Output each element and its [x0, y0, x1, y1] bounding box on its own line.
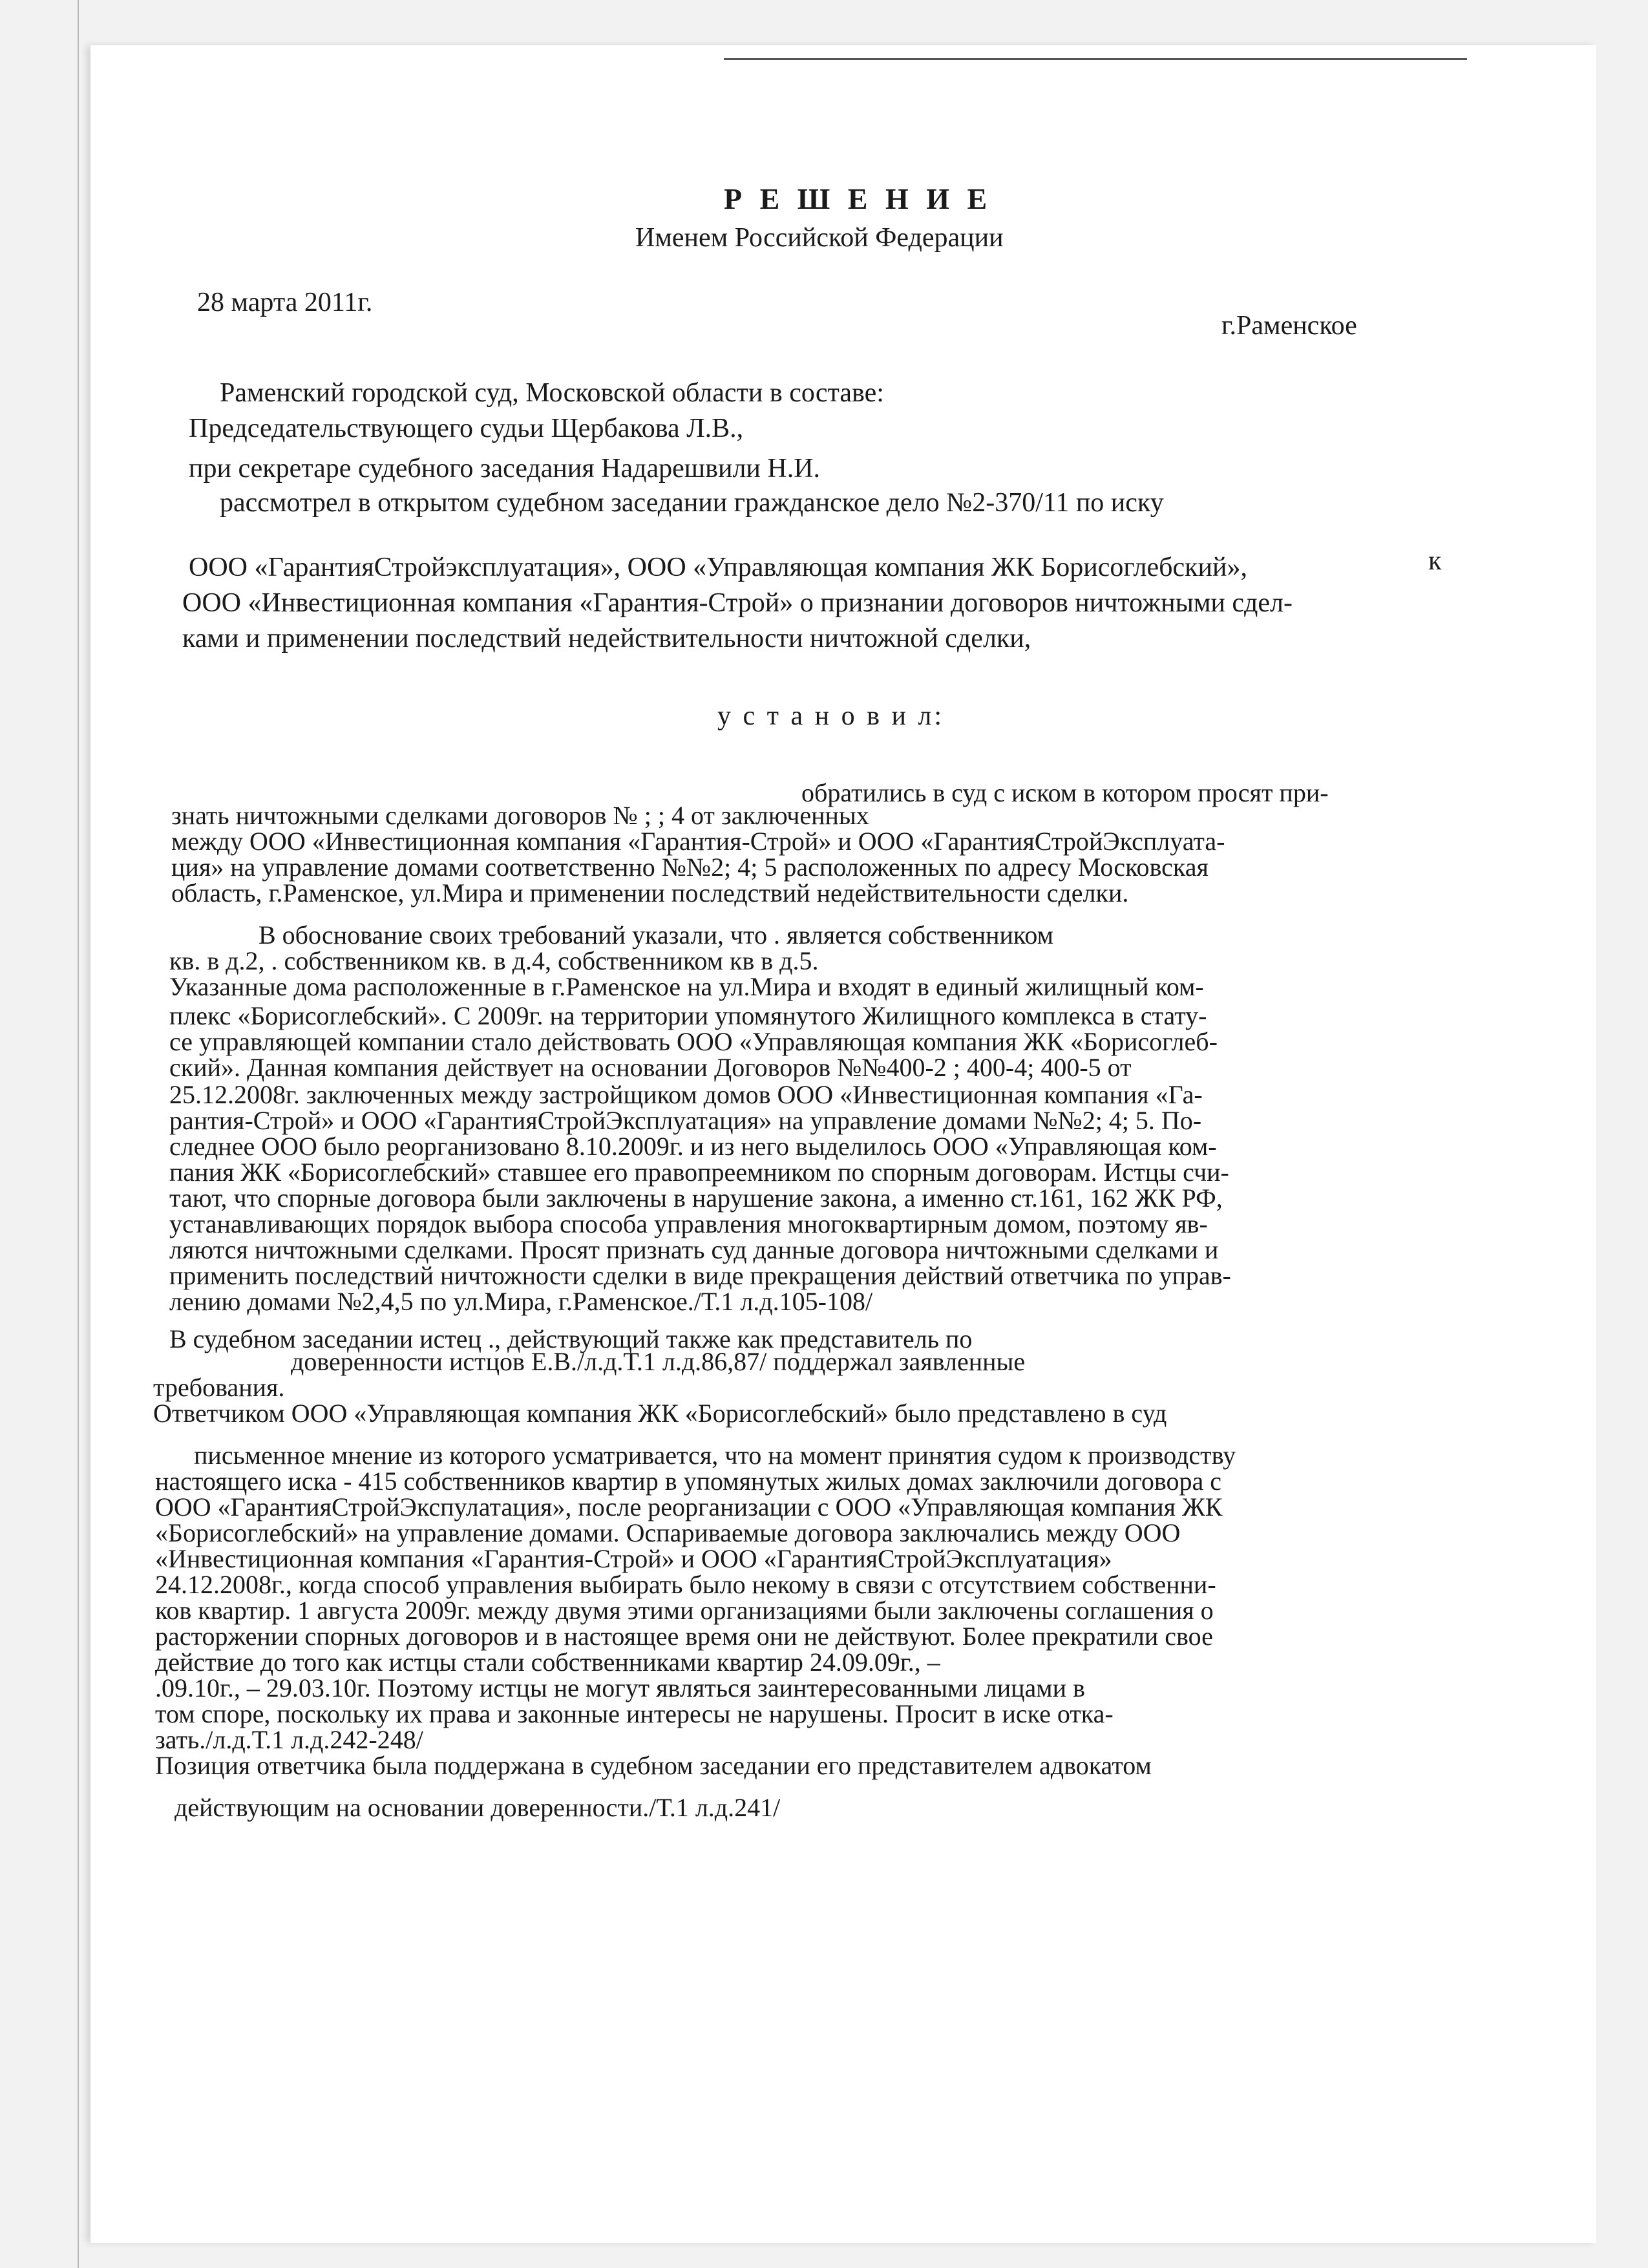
established-heading: у с т а н о в и л:: [717, 701, 945, 731]
body-line: доверенности истцов Е.В./л.д.Т.1 л.д.86,87/ поддержал заявленные: [291, 1347, 1026, 1376]
body-line: «Борисоглебский» на управление домами. Оспариваемые договора заключались между ООО: [155, 1518, 1181, 1547]
body-line: кв. в д.2, . собственником кв. в д.4, собственником кв в д.5.: [169, 946, 819, 975]
document-date: 28 марта 2011г.: [197, 288, 373, 317]
body-line: зать./л.д.Т.1 л.д.242-248/: [155, 1725, 423, 1754]
document-subtitle: Именем Российской Федерации: [635, 223, 1004, 253]
claim-line: ООО «Инвестиционная компания «Гарантия-Строй» о признании договоров ничтожными сдел-: [182, 588, 1293, 618]
body-line: том споре, поскольку их права и законные интересы не нарушены. Просит в иске отка-: [155, 1699, 1114, 1728]
court-line: рассмотрел в открытом судебном заседании гражданское дело №2-370/11 по иску: [220, 488, 1164, 518]
body-line: 24.12.2008г., когда способ управления выбирать было некому в связи с отсутствием собственни-: [155, 1570, 1216, 1599]
body-line: ляются ничтожными сделками. Просят признать суд данные договора ничтожными сделками и: [169, 1235, 1219, 1264]
body-line: следнее ООО было реорганизовано 8.10.2009г. и из него выделилось ООО «Управляющая ком-: [169, 1132, 1217, 1161]
body-line: Ответчиком ООО «Управляющая компания ЖК «Борисоглебский» было представлено в суд: [153, 1399, 1167, 1428]
body-line: настоящего иска - 415 собственников квартир в упомянутых жилых домах заключили договора с: [155, 1467, 1222, 1496]
body-line: 25.12.2008г. заключенных между застройщиком домов ООО «Инвестиционная компания «Га-: [169, 1080, 1203, 1109]
body-line: действующим на основании доверенности./Т.1 л.д.241/: [174, 1793, 781, 1822]
body-line: применить последствий ничтожности сделки в виде прекращения действий ответчика по управ-: [169, 1261, 1231, 1290]
body-line: тают, что спорные договора были заключены в нарушение закона, а именно ст.161, 162 ЖК РФ,: [169, 1183, 1223, 1213]
body-line: требования.: [153, 1373, 285, 1402]
claim-line: ками и применении последствий недействительности ничтожной сделки,: [182, 624, 1031, 653]
body-line: ООО «ГарантияСтройЭкспулатация», после реорганизации с ООО «Управляющая компания ЖК: [155, 1492, 1223, 1521]
body-line: В судебном заседании истец ., действующий также как представитель по: [169, 1324, 973, 1353]
claim-line: ООО «ГарантияСтройэксплуатация», ООО «Управляющая компания ЖК Борисоглебский»,: [189, 553, 1247, 582]
body-line: знать ничтожными сделками договоров № ; ; 4 от заключенных: [171, 801, 869, 830]
claim-k: к: [1428, 546, 1442, 576]
body-line: область, г.Раменское, ул.Мира и применении последствий недействительности сделки.: [171, 878, 1129, 907]
body-line: .09.10г., – 29.03.10г. Поэтому истцы не могут являться заинтересованными лицами в: [155, 1673, 1085, 1702]
court-line: Председательствующего судьи Щербакова Л.В.,: [189, 414, 744, 443]
body-line: «Инвестиционная компания «Гарантия-Строй» и ООО «ГарантияСтройЭксплуатация»: [155, 1544, 1112, 1573]
document-city: г.Раменское: [1221, 311, 1357, 341]
body-line: ский». Данная компания действует на основании Договоров №№400-2 ; 400-4; 400-5 от: [169, 1053, 1132, 1082]
body-line: устанавливающих порядок выбора способа управления многоквартирным домом, поэтому яв-: [169, 1209, 1208, 1238]
body-line: между ООО «Инвестиционная компания «Гарантия-Строй» и ООО «ГарантияСтройЭксплуата-: [171, 827, 1225, 856]
body-line: пания ЖК «Борисоглебский» ставшее его правопреемником по спорным договорам. Истцы счи-: [169, 1158, 1229, 1187]
body-line: обратились в суд с иском в котором просят при-: [801, 778, 1329, 807]
scan-top-line: [724, 58, 1467, 60]
court-line: Раменский городской суд, Московской области в составе:: [220, 378, 884, 408]
body-line: В обоснование своих требований указали, что . является собственником: [259, 920, 1053, 949]
court-line: при секретаре судебного заседания Надарешвили Н.И.: [189, 454, 821, 483]
body-line: письменное мнение из которого усматривается, что на момент принятия судом к производству: [194, 1441, 1236, 1470]
body-line: плекс «Борисоглебский». С 2009г. на территории упомянутого Жилищного комплекса в стату-: [169, 1001, 1207, 1030]
body-line: Указанные дома расположенные в г.Раменское на ул.Мира и входят в единый жилищный ком-: [169, 972, 1204, 1001]
body-line: ков квартир. 1 августа 2009г. между двумя этими организациями были заключены соглашения о: [155, 1596, 1214, 1625]
body-line: расторжении спорных договоров и в настоящее время они не действуют. Более прекратили свое: [155, 1622, 1213, 1651]
document-title: Р Е Ш Е Н И Е: [724, 182, 993, 215]
body-line: ция» на управление домами соответственно №№2; 4; 5 расположенных по адресу Московская: [171, 853, 1209, 882]
body-line: се управляющей компании стало действовать ООО «Управляющая компания ЖК «Борисоглеб-: [169, 1027, 1218, 1056]
scan-edge-line: [78, 0, 79, 2268]
body-line: действие до того как истцы стали собственниками квартир 24.09.09г., –: [155, 1648, 940, 1677]
body-line: рантия-Строй» и ООО «ГарантияСтройЭксплуатация» на управление домами №№2; 4; 5. По-: [169, 1106, 1202, 1135]
body-line: Позиция ответчика была поддержана в судебном заседании его представителем адвокатом: [155, 1751, 1152, 1780]
body-line: лению домами №2,4,5 по ул.Мира, г.Раменское./Т.1 л.д.105-108/: [169, 1287, 873, 1316]
